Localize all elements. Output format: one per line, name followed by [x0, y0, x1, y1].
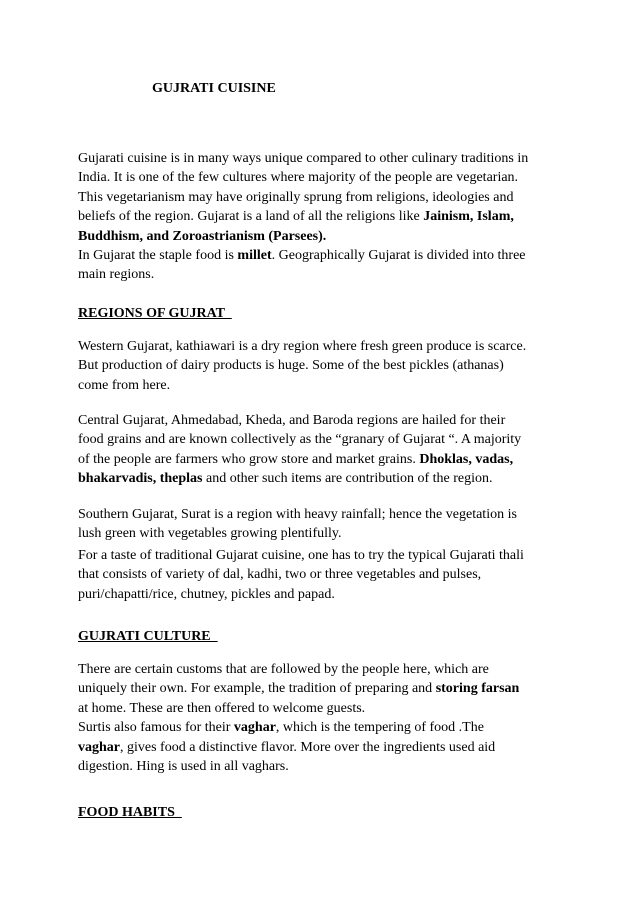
text-line: [78, 246, 568, 265]
text-line: This vegetarianism may have originally sprung from religions, ideologies and: [78, 189, 514, 205]
text-run: Surtis also famous for their: [78, 720, 234, 736]
vaghar-bold: vaghar: [233, 720, 276, 736]
food-habits-heading: FOOD HABITS: [78, 805, 182, 820]
text-line: Southern Gujarat, Surat is a region with heavy rainfall; hence the vegetation is: [78, 507, 517, 522]
text-line: [78, 718, 568, 737]
farsan-bold: storing farsan: [435, 681, 520, 697]
vaghar-bold: vaghar: [78, 739, 120, 755]
text-line: [78, 679, 568, 698]
text-line: There are certain customs that are followed by the people here, which are: [78, 662, 489, 677]
text-line: [78, 227, 568, 246]
text-line: For a taste of traditional Gujarat cuisine, one has to try the typical Gujarati thali: [78, 548, 524, 563]
text-run: , which is the tempering of food .The: [275, 720, 484, 736]
millet-bold: millet: [237, 248, 272, 264]
text-line: puri/chapatti/rice, chutney, pickles and papad.: [78, 586, 335, 602]
western-paragraph: [78, 337, 568, 395]
southern-paragraph: [78, 505, 568, 544]
text-line: digestion. Hing is used in all vaghars.: [78, 759, 289, 775]
dishes-bold: Dhoklas, vadas,: [419, 451, 514, 467]
text-line: Central Gujarat, Ahmedabad, Kheda, and Baroda regions are hailed for their: [78, 413, 506, 428]
text-run: In Gujarat the staple food is: [78, 248, 238, 264]
religions-bold: Jainism, Islam,: [423, 209, 514, 225]
text-line: come from here.: [78, 377, 171, 393]
text-line: at home. These are then offered to welcome guests.: [78, 700, 366, 716]
text-line: main regions.: [78, 267, 155, 283]
culture-heading: GUJRATI CULTURE: [78, 629, 218, 644]
text-run: . Geographically Gujarat is divided into three: [271, 248, 526, 264]
thali-paragraph: [78, 546, 568, 604]
text-run: and other such items are contribution of the region.: [202, 471, 493, 487]
text-run: uniquely their own. For example, the tradition of preparing and: [78, 681, 436, 697]
dishes-bold-cont: bhakarvadis, theplas: [78, 471, 203, 487]
text-run: of the people are farmers who grow store and market grains.: [78, 451, 420, 467]
text-line: India. It is one of the few cultures where majority of the people are vegetarian.: [78, 170, 519, 186]
text-line: But production of dairy products is huge. Some of the best pickles (athanas): [78, 358, 504, 374]
text-run: , gives food a distinctive flavor. More over the ingredients used aid: [120, 739, 496, 755]
culture-paragraph: [78, 660, 568, 776]
text-line: Western Gujarat, kathiawari is a dry region where fresh green produce is scarce.: [78, 339, 527, 354]
page-title: GUJRATI CUISINE: [152, 81, 276, 96]
central-paragraph: [78, 411, 568, 489]
regions-heading: REGIONS OF GUJRAT: [78, 306, 232, 321]
religions-bold-cont: Buddhism, and Zoroastrianism (Parsees).: [78, 228, 327, 244]
text-line: [78, 469, 568, 488]
text-run: beliefs of the region. Gujarat is a land of all the religions like: [78, 209, 424, 225]
text-line: Gujarati cuisine is in many ways unique compared to other culinary traditions in: [78, 151, 529, 166]
text-line: food grains and are known collectively as the “granary of Gujarat “. A majority: [78, 432, 522, 448]
text-line: [78, 738, 568, 757]
text-line: lush green with vegetables growing plentifully.: [78, 526, 342, 542]
intro-paragraph: [78, 149, 568, 285]
text-line: that consists of variety of dal, kadhi, two or three vegetables and pulses,: [78, 567, 482, 583]
text-line: [78, 450, 568, 469]
text-line: [78, 207, 568, 226]
